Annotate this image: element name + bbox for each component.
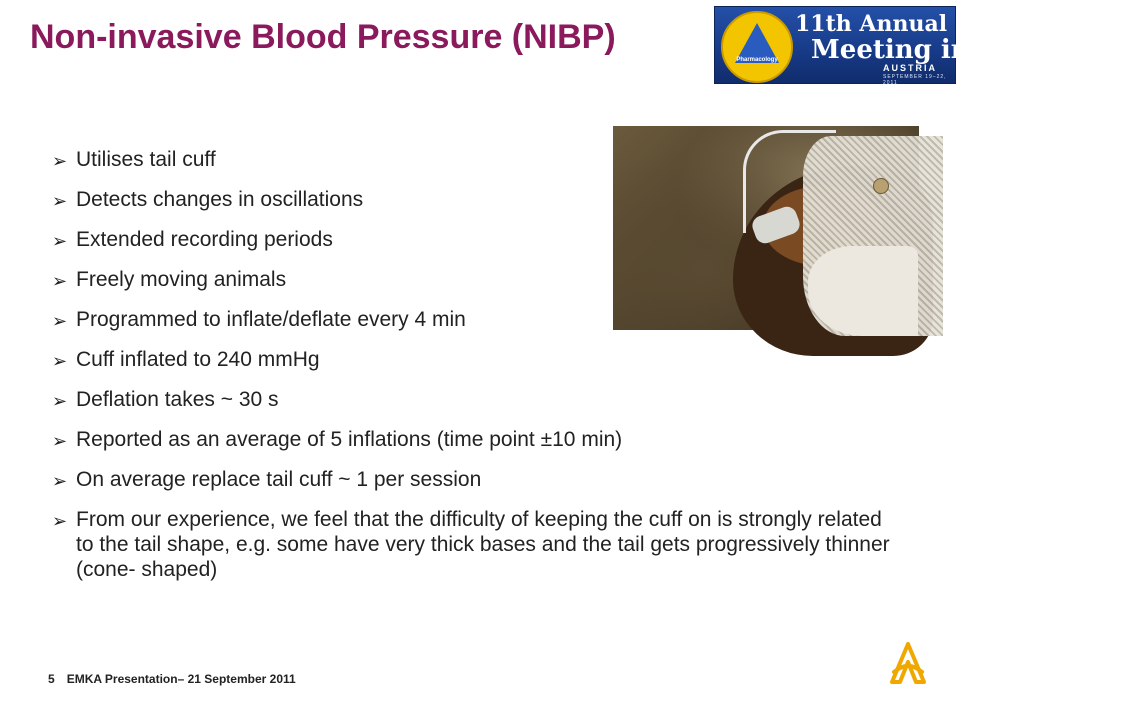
- bullet-item: [52, 507, 892, 582]
- logo-country: AUSTRIA: [883, 63, 937, 73]
- bullet-item: [52, 347, 892, 372]
- arrow-bullet-icon: ➢: [52, 431, 68, 451]
- slide-title: Non-invasive Blood Pressure (NIBP): [30, 18, 616, 56]
- bullet-text: Cuff inflated to 240 mmHg: [76, 348, 320, 371]
- logo-dates: SEPTEMBER 19–22, 2011: [883, 74, 947, 86]
- bullet-text: From our experience, we feel that the difficulty of keeping the cuff on is strongly related to the tail shape, e.g. some have very thick bases and the tail gets progressively thinner (cone- shaped): [76, 508, 890, 581]
- bullet-item: [52, 227, 892, 252]
- footer-text: EMKA Presentation– 21 September 2011: [66, 672, 296, 686]
- bullet-text: On average replace tail cuff ~ 1 per session: [76, 468, 482, 491]
- bullet-item: [52, 187, 892, 212]
- arrow-bullet-icon: ➢: [52, 511, 68, 531]
- society-seal-icon: [721, 11, 793, 83]
- page-number: 5: [48, 672, 55, 686]
- seal-text: Pharmacology: [736, 57, 778, 63]
- bullet-item: [52, 427, 892, 452]
- slide-footer: [48, 672, 296, 686]
- logo-line2: Meeting in Innsbruck: [811, 35, 1128, 65]
- bullet-text: Deflation takes ~ 30 s: [76, 388, 279, 411]
- bullet-text: Utilises tail cuff: [76, 148, 216, 171]
- conference-logo: [714, 6, 1128, 86]
- bullet-list: [52, 147, 892, 597]
- bullet-text: Programmed to inflate/deflate every 4 min: [76, 308, 466, 331]
- bullet-item: [52, 467, 892, 492]
- arrow-bullet-icon: ➢: [52, 191, 68, 211]
- arrow-bullet-icon: ➢: [52, 351, 68, 371]
- bullet-item: [52, 307, 892, 332]
- arrow-bullet-icon: ➢: [52, 231, 68, 251]
- arrow-bullet-icon: ➢: [52, 391, 68, 411]
- company-logo-icon: [888, 642, 928, 688]
- arrow-bullet-icon: ➢: [52, 471, 68, 491]
- bullet-text: Extended recording periods: [76, 228, 333, 251]
- bullet-item: [52, 147, 892, 172]
- bullet-item: [52, 267, 892, 292]
- logo-line1: 11th Annual: [795, 11, 948, 37]
- bullet-text: Reported as an average of 5 inflations (time point ±10 min): [76, 428, 623, 451]
- bullet-item: [52, 387, 892, 412]
- arrow-bullet-icon: ➢: [52, 271, 68, 291]
- bullet-text: Freely moving animals: [76, 268, 287, 291]
- bullet-text: Detects changes in oscillations: [76, 188, 364, 211]
- arrow-bullet-icon: ➢: [52, 311, 68, 331]
- arrow-bullet-icon: ➢: [52, 151, 68, 171]
